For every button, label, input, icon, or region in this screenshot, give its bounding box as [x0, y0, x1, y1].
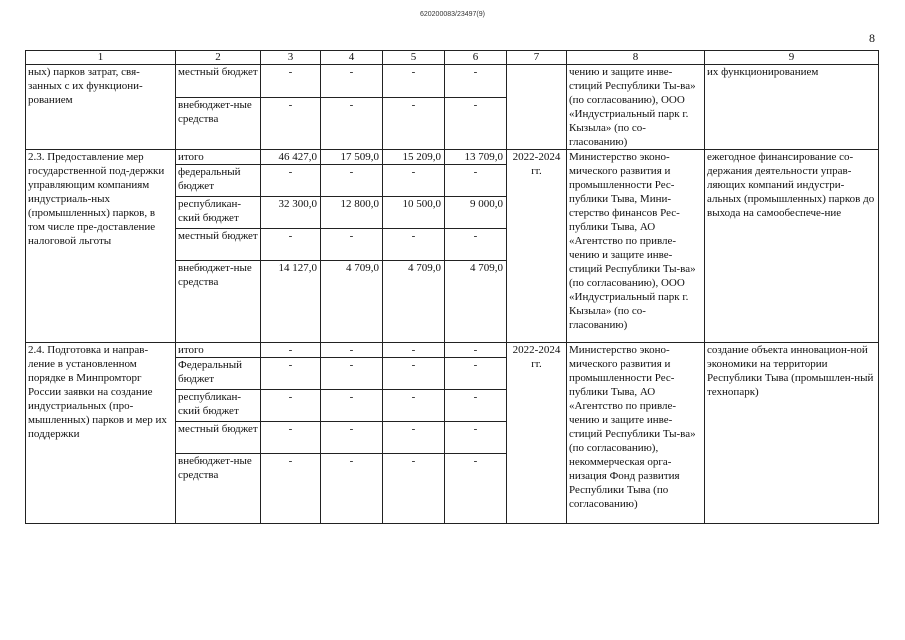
- document-id: 620200083/23497(9): [419, 11, 485, 18]
- funding-source-cell: внебюджет-ные средства: [176, 454, 261, 524]
- amount-cell-v6: 4 709,0: [445, 261, 507, 343]
- amount-cell-v3: -: [261, 343, 321, 358]
- amount-cell-v5: 4 709,0: [383, 261, 445, 343]
- activity-cell: 2.4. Подготовка и направ-ление в установленном порядке в Минпромторг России заявки на создание индустриальных (про-мышленных) парков и мер их поддержки: [26, 343, 176, 524]
- table-row: [26, 343, 879, 358]
- amount-cell-v4: -: [321, 65, 383, 98]
- amount-cell-v4: -: [321, 343, 383, 358]
- amount-cell-v5: -: [383, 422, 445, 454]
- amount-cell-v3: 46 427,0: [261, 150, 321, 165]
- column-header-8: 8: [567, 51, 705, 65]
- amount-cell-v5: 10 500,0: [383, 197, 445, 229]
- amount-cell-v3: -: [261, 65, 321, 98]
- funding-source-cell: местный бюджет: [176, 229, 261, 261]
- amount-cell-v6: -: [445, 229, 507, 261]
- amount-cell-v3: 14 127,0: [261, 261, 321, 343]
- funding-source-cell: республикан-ский бюджет: [176, 390, 261, 422]
- funding-source-cell: Федеральный бюджет: [176, 358, 261, 390]
- amount-cell-v6: -: [445, 343, 507, 358]
- amount-cell-v4: -: [321, 422, 383, 454]
- amount-cell-v5: -: [383, 454, 445, 524]
- result-cell: их функционированием: [705, 65, 879, 150]
- amount-cell-v4: 12 800,0: [321, 197, 383, 229]
- amount-cell-v5: -: [383, 358, 445, 390]
- amount-cell-v5: 15 209,0: [383, 150, 445, 165]
- period-cell: 2022-2024 гг.: [507, 343, 567, 524]
- program-table: [25, 50, 879, 524]
- amount-cell-v6: 9 000,0: [445, 197, 507, 229]
- amount-cell-v3: -: [261, 165, 321, 197]
- activity-cell: ных) парков затрат, свя-занных с их функциони-рованием: [26, 65, 176, 150]
- amount-cell-v3: 32 300,0: [261, 197, 321, 229]
- amount-cell-v4: -: [321, 229, 383, 261]
- funding-source-cell: местный бюджет: [176, 422, 261, 454]
- amount-cell-v3: -: [261, 358, 321, 390]
- activity-cell: 2.3. Предоставление мер государственной под-держки управляющим компаниям индустриаль-ных (промышленных) парков, в том числе пре-доставление налоговой льготы: [26, 150, 176, 343]
- amount-cell-v3: -: [261, 422, 321, 454]
- amount-cell-v4: -: [321, 454, 383, 524]
- table-row: [26, 65, 879, 98]
- amount-cell-v6: 13 709,0: [445, 150, 507, 165]
- column-header-5: 5: [383, 51, 445, 65]
- funding-source-cell: итого: [176, 150, 261, 165]
- amount-cell-v4: -: [321, 390, 383, 422]
- funding-source-cell: внебюджет-ные средства: [176, 97, 261, 150]
- table-body: [26, 65, 879, 524]
- funding-source-cell: федеральный бюджет: [176, 165, 261, 197]
- result-cell: создание объекта инновацион-ной экономики на территории Республики Тыва (промышлен-ный технопарк): [705, 343, 879, 524]
- amount-cell-v4: -: [321, 358, 383, 390]
- column-header-9: 9: [705, 51, 879, 65]
- column-header-6: 6: [445, 51, 507, 65]
- amount-cell-v5: -: [383, 229, 445, 261]
- funding-source-cell: республикан-ский бюджет: [176, 197, 261, 229]
- amount-cell-v5: -: [383, 343, 445, 358]
- amount-cell-v5: -: [383, 165, 445, 197]
- amount-cell-v4: -: [321, 165, 383, 197]
- column-header-7: 7: [507, 51, 567, 65]
- executors-cell: чению и защите инве-стиций Республики Ты-ва» (по согласованию), ООО «Индустриальный парк г. Кызыла» (по со-гласованию): [567, 65, 705, 150]
- amount-cell-v6: -: [445, 65, 507, 98]
- amount-cell-v4: 17 509,0: [321, 150, 383, 165]
- amount-cell-v6: -: [445, 97, 507, 150]
- amount-cell-v6: -: [445, 358, 507, 390]
- period-cell: 2022-2024 гг.: [507, 150, 567, 343]
- table-row: [26, 150, 879, 165]
- amount-cell-v4: 4 709,0: [321, 261, 383, 343]
- funding-source-cell: внебюджет-ные средства: [176, 261, 261, 343]
- amount-cell-v5: -: [383, 97, 445, 150]
- column-header-2: 2: [176, 51, 261, 65]
- amount-cell-v3: -: [261, 229, 321, 261]
- amount-cell-v6: -: [445, 454, 507, 524]
- header-row: [26, 51, 879, 65]
- column-header-1: 1: [26, 51, 176, 65]
- amount-cell-v6: -: [445, 165, 507, 197]
- period-cell: [507, 65, 567, 150]
- result-cell: ежегодное финансирование со-держания деятельности управ-ляющих компаний индустри-альных (промышленных) парков до выхода на самообеспече-ние: [705, 150, 879, 343]
- amount-cell-v3: -: [261, 97, 321, 150]
- amount-cell-v3: -: [261, 454, 321, 524]
- amount-cell-v3: -: [261, 390, 321, 422]
- funding-source-cell: местный бюджет: [176, 65, 261, 98]
- amount-cell-v5: -: [383, 65, 445, 98]
- amount-cell-v4: -: [321, 97, 383, 150]
- amount-cell-v6: -: [445, 390, 507, 422]
- amount-cell-v6: -: [445, 422, 507, 454]
- column-header-4: 4: [321, 51, 383, 65]
- funding-source-cell: итого: [176, 343, 261, 358]
- executors-cell: Министерство эконо-мического развития и промышленности Рес-публики Тыва, Мини-стерство финансов Рес-публики Тыва, АО «Агентство по привле-чению и защите инве-стиций Республики Ты-ва» (по согласованию), ООО «Индустриальный парк г. Кызыла» (по со-гласованию): [567, 150, 705, 343]
- executors-cell: Министерство эконо-мического развития и промышленности Рес-публики Тыва, АО «Агентство по привле-чению и защите инве-стиций Республики Ты-ва» (по согласованию), некоммерческая орга-низация Фонд развития Республики Тыва (по согласованию): [567, 343, 705, 524]
- page-number: 8: [869, 31, 875, 45]
- amount-cell-v5: -: [383, 390, 445, 422]
- column-header-3: 3: [261, 51, 321, 65]
